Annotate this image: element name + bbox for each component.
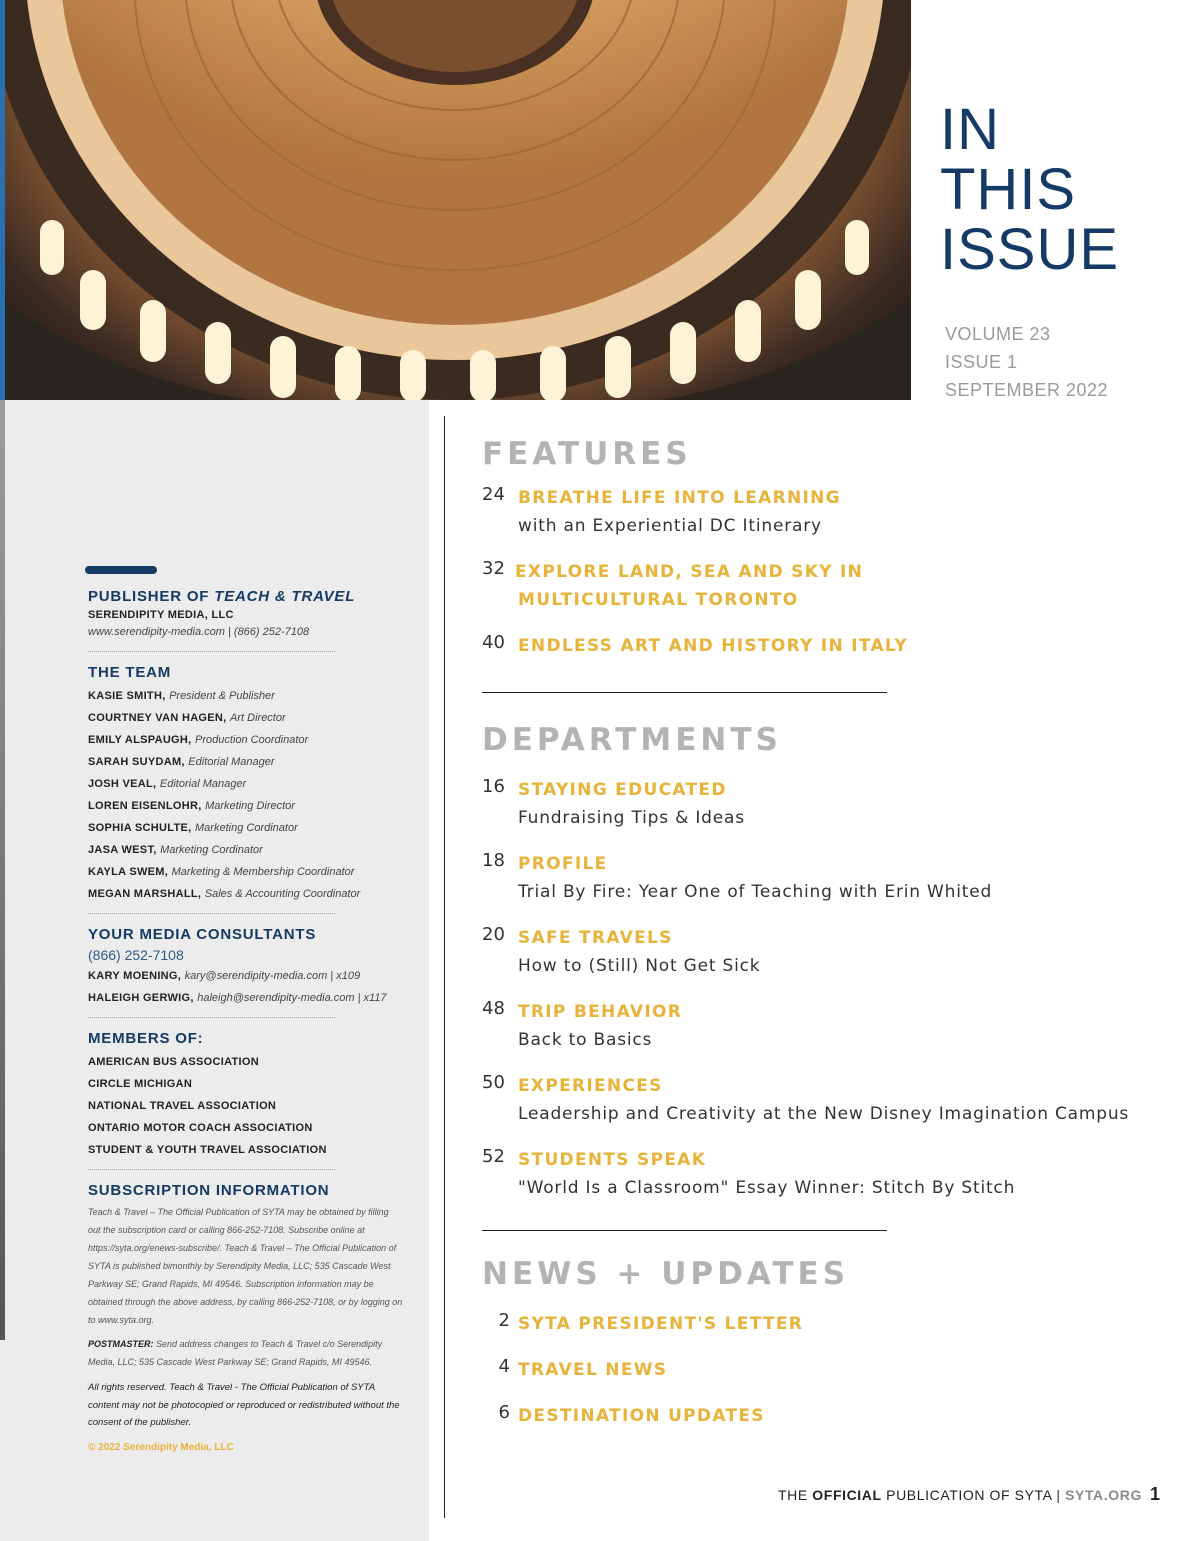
page-number: 6 (498, 1402, 510, 1423)
page-number-footer: 1 (1150, 1484, 1161, 1504)
page-number: 24 (482, 484, 505, 505)
member-org: NATIONAL TRAVEL ASSOCIATION (88, 1100, 277, 1112)
publisher-heading: PUBLISHER OF TEACH & TRAVEL (88, 588, 356, 605)
page-number: 20 (482, 924, 505, 945)
toc-entry[interactable] (482, 484, 908, 540)
team-member: KASIE SMITH, President & Publisher (88, 690, 275, 702)
section-rule (482, 1230, 887, 1231)
team-member: COURTNEY VAN HAGEN, Art Director (88, 712, 286, 724)
page-number: 32 (482, 558, 505, 579)
subscription-heading: SUBSCRIPTION INFORMATION (88, 1182, 330, 1199)
toc-entry[interactable] (482, 1402, 849, 1430)
toc-entry[interactable] (482, 776, 1129, 832)
page-number: 48 (482, 998, 505, 1019)
page-number: 2 (498, 1310, 510, 1331)
rights-notice: All rights reserved. Teach & Travel - The Official Publication of SYTA content may not be photocopied or reproduced or redistributed without the consent of the publisher. (88, 1382, 400, 1428)
page-number: 50 (482, 1072, 505, 1093)
footer-link[interactable]: SYTA.ORG (1060, 1487, 1142, 1503)
member-org: CIRCLE MICHIGAN (88, 1078, 193, 1090)
entry-title: TRAVEL NEWS (518, 1360, 668, 1380)
members-heading: MEMBERS OF: (88, 1030, 204, 1047)
toc-entry[interactable] (482, 850, 1129, 906)
member-org: ONTARIO MOTOR COACH ASSOCIATION (88, 1122, 313, 1134)
team-member: EMILY ALSPAUGH, Production Coordinator (88, 734, 309, 746)
publisher-contact[interactable]: www.serendipity-media.com | (866) 252-7108 (88, 626, 310, 638)
member-org: STUDENT & YOUTH TRAVEL ASSOCIATION (88, 1144, 327, 1156)
entry-title-line2: MULTICULTURAL TORONTO (518, 590, 799, 610)
entry-title: PROFILE (518, 854, 608, 874)
toc-entry[interactable] (482, 1356, 849, 1384)
team-member: JOSH VEAL, Editorial Manager (88, 778, 247, 790)
entry-subtitle: How to (Still) Not Get Sick (518, 956, 761, 976)
hero-dome-photo (0, 0, 911, 400)
page-title (940, 97, 1120, 282)
entry-title: EXPLORE LAND, SEA AND SKY IN (515, 562, 864, 582)
news-section (482, 1256, 849, 1430)
title-line: THIS (940, 157, 1077, 222)
page-number: 4 (498, 1356, 510, 1377)
entry-subtitle: Back to Basics (518, 1030, 653, 1050)
toc-entry[interactable] (482, 558, 908, 614)
dome-illustration (0, 0, 911, 400)
masthead-sidebar (0, 400, 429, 1541)
entry-subtitle: "World Is a Classroom" Essay Winner: Stitch By Stitch (518, 1178, 1016, 1198)
entry-subtitle: Leadership and Creativity at the New Disney Imagination Campus (518, 1104, 1130, 1124)
entry-subtitle: Fundraising Tips & Ideas (518, 808, 745, 828)
page-number: 52 (482, 1146, 505, 1167)
entry-title: BREATHE LIFE INTO LEARNING (518, 488, 841, 508)
consultant: KARY MOENING, kary@serendipity-media.com | x109 (88, 970, 361, 982)
departments-heading: DEPARTMENTS (482, 722, 782, 758)
section-rule (482, 692, 887, 693)
toc-entry[interactable] (482, 632, 908, 660)
news-heading: NEWS + UPDATES (482, 1256, 850, 1292)
toc-entry[interactable] (482, 998, 1129, 1054)
departments-section (482, 722, 1129, 1202)
team-member: KAYLA SWEM, Marketing & Membership Coordinator (88, 866, 355, 878)
accent-bar (85, 566, 157, 574)
subscription-body: Teach & Travel – The Official Publication of SYTA may be obtained by filling out the subscription card or calling 866-252-7108. Subscribe online at https://syta.org/enews-subscribe/. Teach & Travel – The Official Publication of SYTA is published bimonthly by Serendipity Media, LLC; 535 Cascade West Parkway SE; Grand Rapids, MI 49546. Subscription information may be obtained through the above address, by calling 866-252-7108, or by logging on to www.syta.org. (88, 1207, 403, 1325)
toc-entry[interactable] (482, 924, 1129, 980)
title-line: IN (940, 97, 1000, 162)
entry-title: EXPERIENCES (518, 1076, 663, 1096)
features-heading: FEATURES (482, 436, 692, 472)
page-number: 40 (482, 632, 505, 653)
consultants-heading: YOUR MEDIA CONSULTANTS (88, 926, 317, 943)
toc-entry[interactable] (482, 1310, 849, 1338)
team-member: JASA WEST, Marketing Cordinator (88, 844, 263, 856)
entry-subtitle: with an Experiential DC Itinerary (518, 516, 822, 536)
consultants-phone[interactable]: (866) 252-7108 (88, 947, 184, 963)
team-member: SOPHIA SCHULTE, Marketing Cordinator (88, 822, 298, 834)
column-divider (444, 416, 445, 1518)
entry-title: STAYING EDUCATED (518, 780, 727, 800)
copyright: © 2022 Serendipity Media, LLC (88, 1441, 234, 1453)
entry-title: SAFE TRAVELS (518, 928, 673, 948)
team-list (88, 685, 403, 905)
team-member: SARAH SUYDAM, Editorial Manager (88, 756, 275, 768)
toc-entry[interactable] (482, 1072, 1129, 1128)
team-heading: THE TEAM (88, 664, 172, 681)
team-member: MEGAN MARSHALL, Sales & Accounting Coordinator (88, 888, 361, 900)
entry-title: ENDLESS ART AND HISTORY IN ITALY (518, 636, 909, 656)
title-line: ISSUE (940, 217, 1120, 282)
page-footer: THE OFFICIAL PUBLICATION OF SYTA | SYTA.ORG (778, 1487, 1142, 1503)
page-number: 16 (482, 776, 505, 797)
issue-date: SEPTEMBER 2022 (945, 380, 1109, 400)
team-member: LOREN EISENLOHR, Marketing Director (88, 800, 295, 812)
postmaster-note: POSTMASTER: Send address changes to Teach & Travel c/o Serendipity Media, LLC; 535 Cascade West Parkway SE; Grand Rapids, MI 49546. (88, 1339, 383, 1367)
publisher-company: SERENDIPITY MEDIA, LLC (88, 609, 234, 621)
issue-label: ISSUE 1 (945, 352, 1018, 372)
entry-subtitle: Trial By Fire: Year One of Teaching with Erin Whited (518, 882, 993, 902)
toc-entry[interactable] (482, 1146, 1129, 1202)
features-section (482, 436, 908, 660)
entry-title: SYTA PRESIDENT'S LETTER (518, 1314, 804, 1334)
entry-title: STUDENTS SPEAK (518, 1150, 707, 1170)
entry-title: TRIP BEHAVIOR (518, 1002, 683, 1022)
volume-label: VOLUME 23 (945, 324, 1051, 344)
consultant: HALEIGH GERWIG, haleigh@serendipity-media.com | x117 (88, 992, 387, 1004)
entry-title: DESTINATION UPDATES (518, 1406, 765, 1426)
page-number: 18 (482, 850, 505, 871)
member-org: AMERICAN BUS ASSOCIATION (88, 1056, 259, 1068)
issue-meta (945, 320, 1108, 404)
